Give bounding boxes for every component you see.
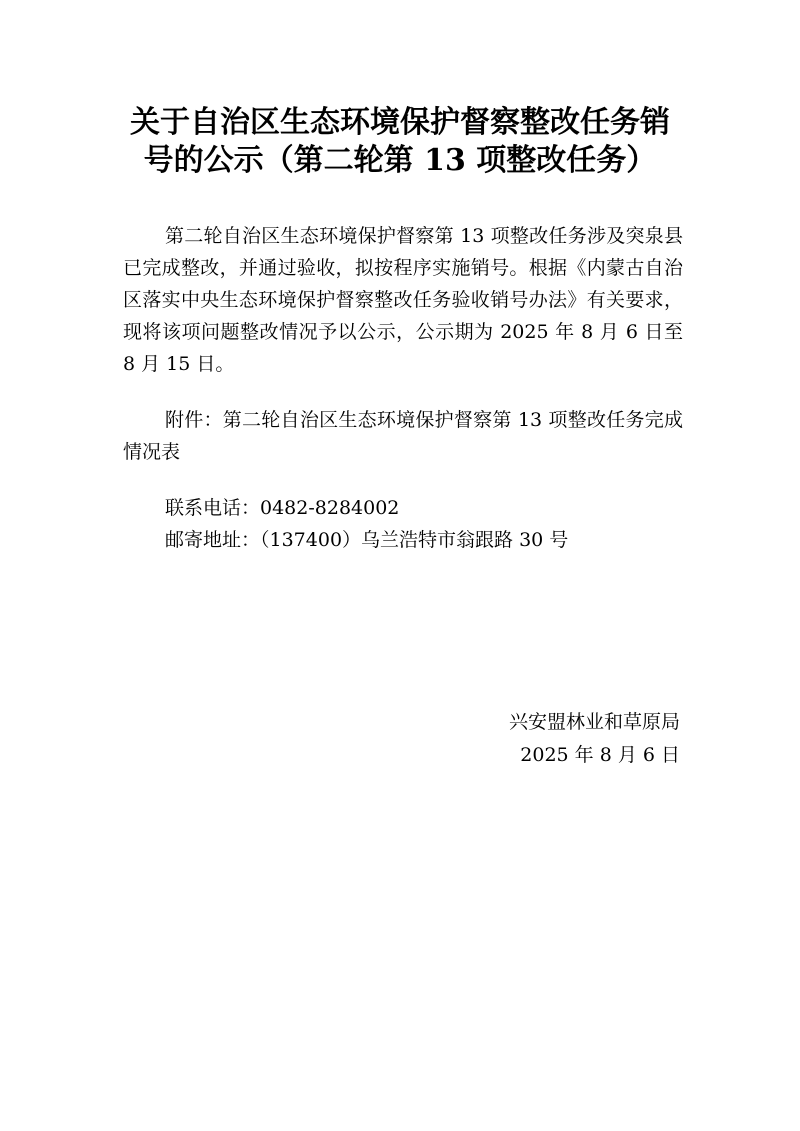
issue-date: 2025 年 8 月 6 日 (520, 744, 680, 766)
notice-paragraph: 第二轮自治区生态环境保护督察第 13 项整改任务涉及突泉县已完成整改，并通过验收，拟按程序实施销号。根据《内蒙古自治区落实中央生态环境保护督察整改任务验收销号办法》有关要求，现将该项问题整改情况予以公示，公示期为 2025 年 8 月 6 日至 8 月 15 日。 (123, 225, 683, 375)
mailing-address: 邮寄地址：（137400）乌兰浩特市翁跟路 30 号 (165, 529, 569, 551)
title-line-2: 号的公示（第二轮第 13 项整改任务） (143, 143, 657, 178)
attachment-note: 附件：第二轮自治区生态环境保护督察第 13 项整改任务完成情况表 (123, 409, 683, 463)
issuer-name: 兴安盟林业和草原局 (508, 711, 680, 733)
title-line-1: 关于自治区生态环境保护督察整改任务销 (130, 105, 670, 140)
spacer (123, 380, 683, 404)
document-title (120, 104, 680, 180)
contact-phone: 联系电话：0482-8284002 (165, 497, 400, 519)
signature-block (509, 706, 680, 772)
document-body (123, 220, 683, 556)
spacer (123, 468, 683, 492)
